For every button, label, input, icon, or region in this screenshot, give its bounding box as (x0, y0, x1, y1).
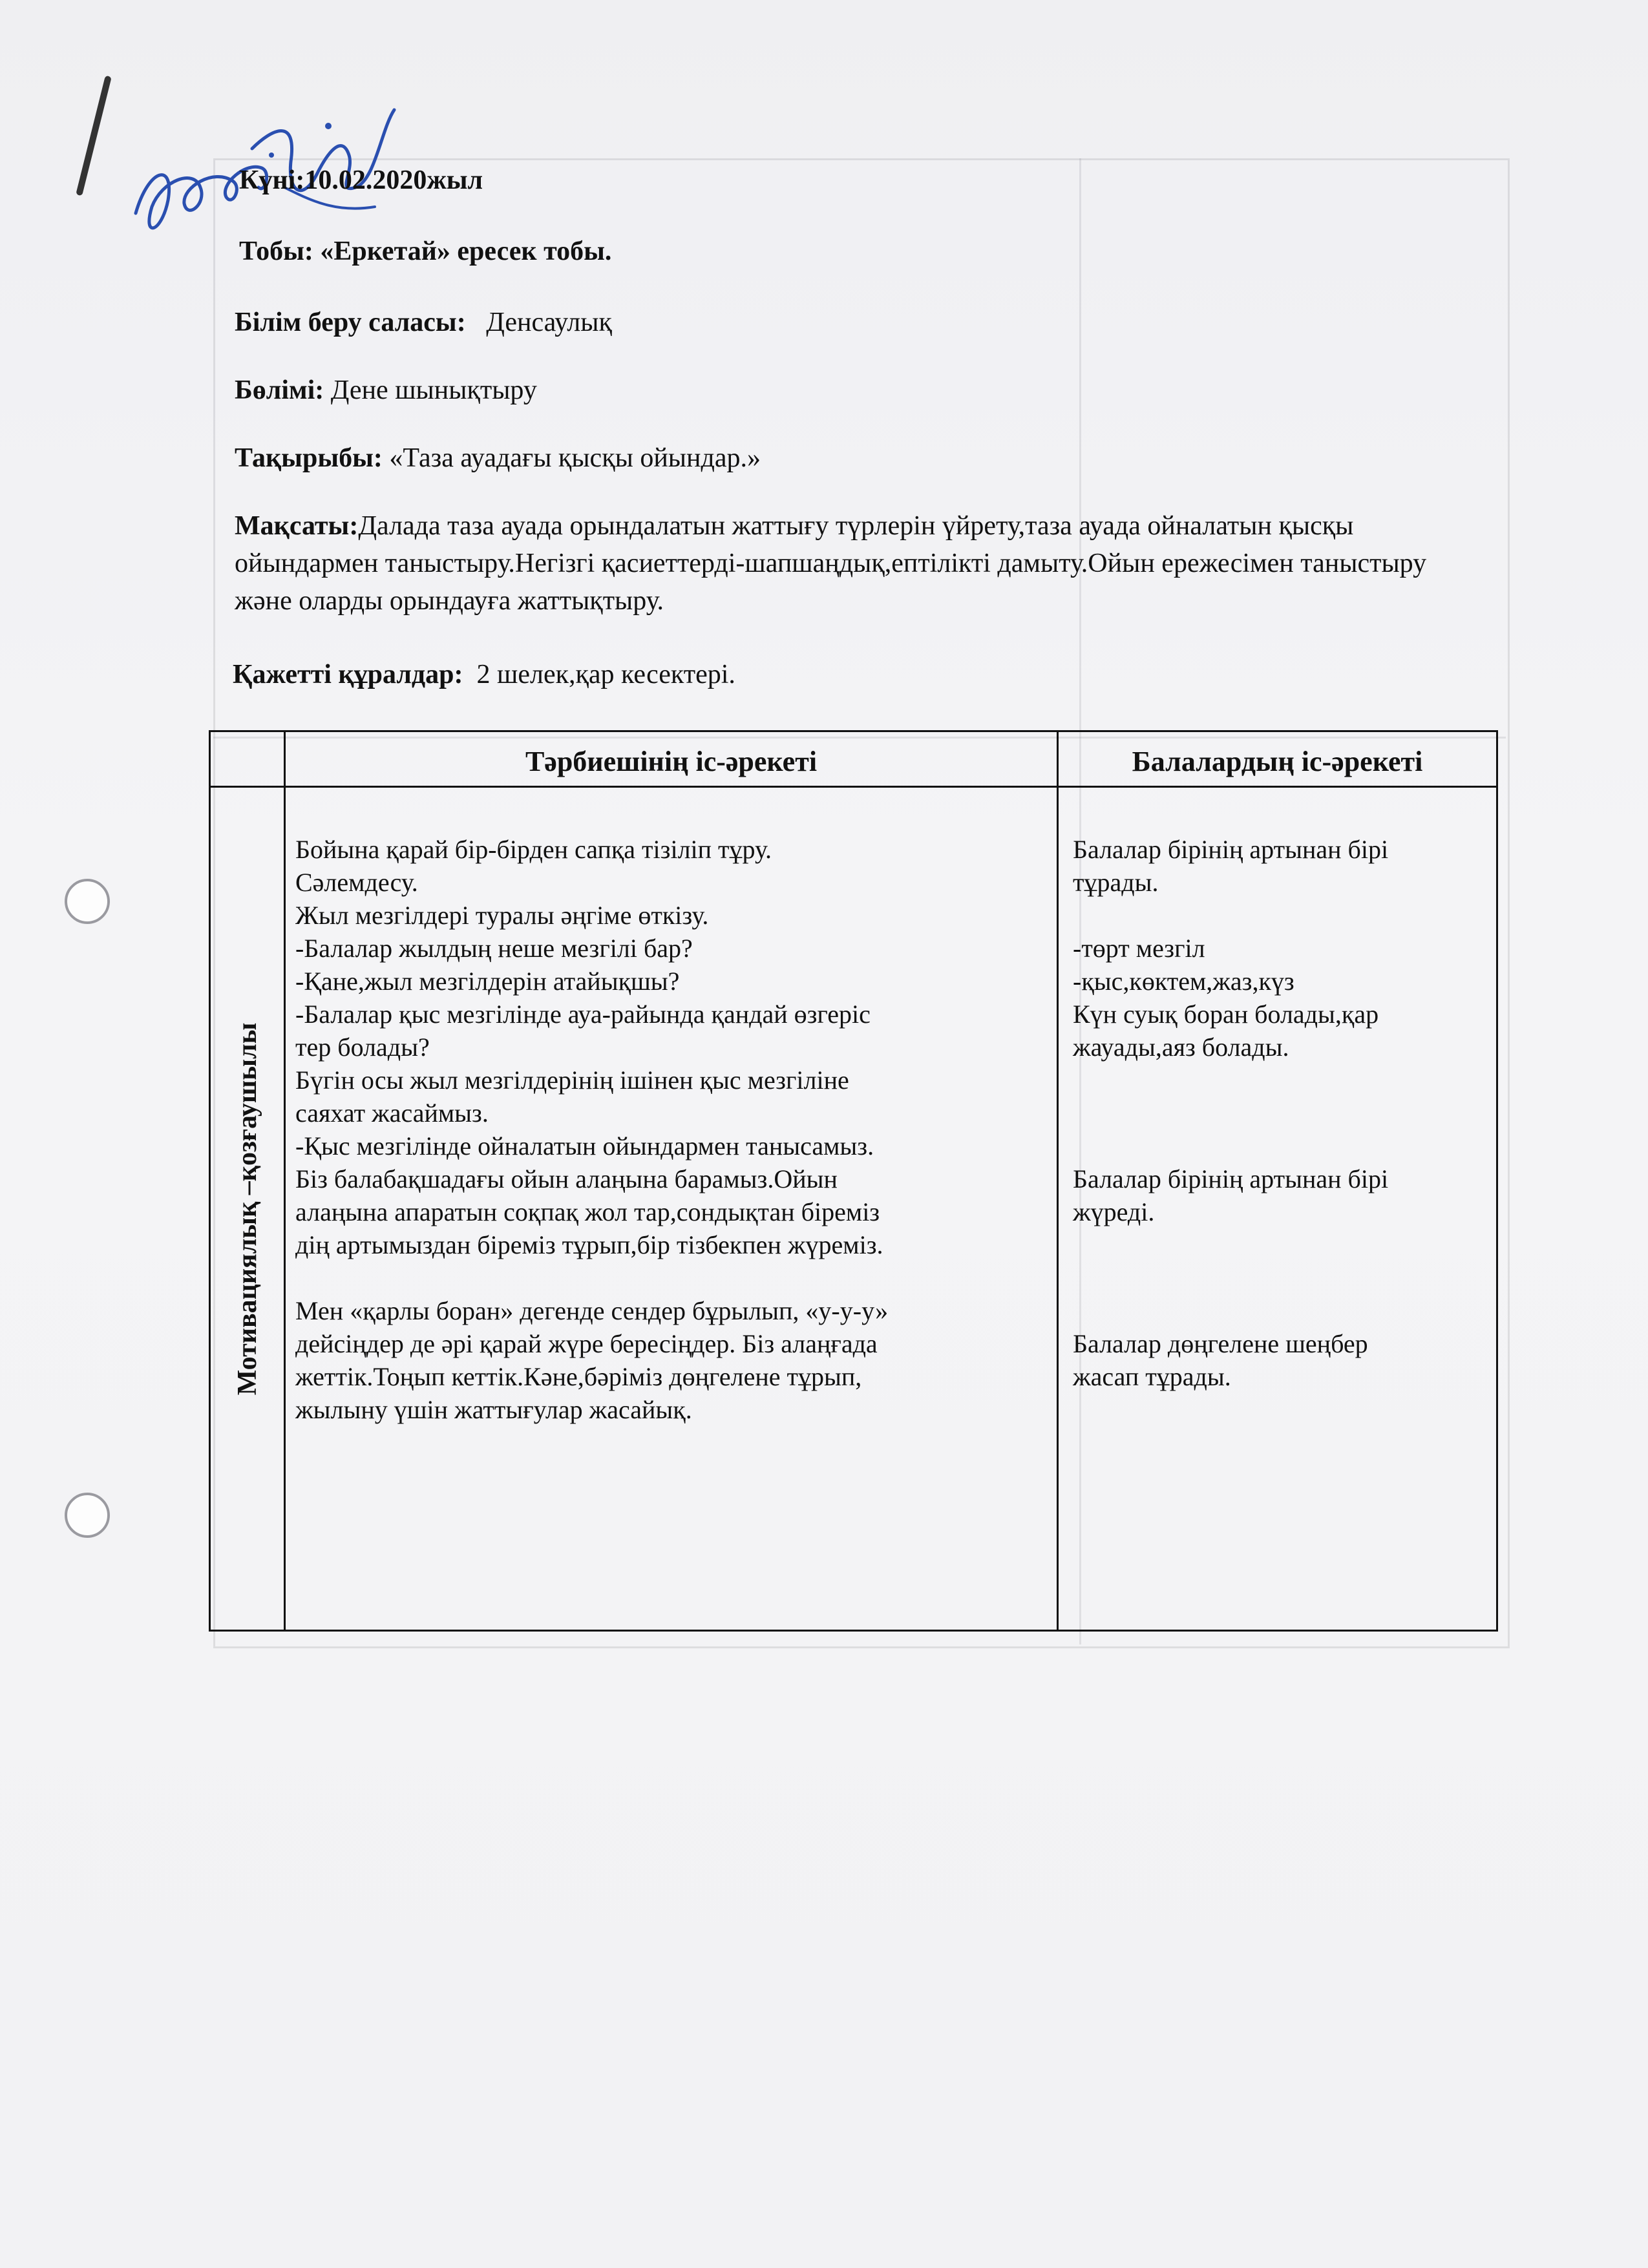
table-row (210, 787, 1497, 1631)
group-label: Тобы: (239, 236, 313, 266)
teacher-text: Бойына қарай бір-бірден сапқа тізіліп тұру. Сәлемдесу. Жыл мезгілдері туралы әңгіме өткізу. -Балалар жылдың неше мезгілі бар? -Қане,жыл мезгілдерін атайықшы? -Балалар қыс мезгілінде ауа-райында қандай өзгеріс тер болады? Бүгін осы жыл мезгілдерінің ішінен қыс мезгіліне саяхат жасаймыз. -Қыс мезгілінде ойналатын ойындармен танысамыз. Біз балабақшадағы ойын алаңына барамыз.Ойын алаңына апаратын соқпақ жол тар,сондықтан біреміз дің артымыздан біреміз тұрып,бір тізбекпен жүреміз. Мен «қарлы боран» дегенде сендер бұрылып, «у-у-у» дейсіңдер де әрі қарай жүре бересіңдер. Біз алаңғада жеттік.Тоңып кеттік.Кәне,бәріміз дөңгелене тұрып, жылыну үшін жаттығулар жасайық. (295, 835, 889, 1424)
children-text: Балалар бірінің артынан бірі тұрады. -төрт мезгіл -қыс,көктем,жаз,күз Күн суық боран болады,қар жауады,аяз болады. Балалар бірінің артынан бірі жүреді. Балалар дөңгелене шеңбер жасап тұрады. (1073, 835, 1389, 1391)
topic-value: «Таза ауадағы қысқы ойындар.» (389, 443, 761, 473)
group-value: «Еркетай» ересек тобы. (320, 236, 612, 266)
children-cell (1058, 787, 1497, 1631)
topic-label: Тақырыбы: (235, 443, 383, 473)
goal-label: Мақсаты: (235, 511, 359, 541)
header-empty-cell (210, 731, 285, 787)
stage-label: Мотивациялық –қозғаушылы (232, 1022, 262, 1395)
date-line (239, 165, 483, 196)
teacher-column-header: Тәрбиешінің іс-әрекеті (285, 731, 1058, 787)
punch-hole (65, 1493, 110, 1538)
date-label: Күні: (239, 165, 305, 195)
stage-cell (210, 787, 285, 1631)
section-label: Бөлімі: (235, 375, 324, 405)
teacher-cell (285, 787, 1058, 1631)
goal-paragraph (235, 507, 1488, 620)
punch-hole (65, 879, 110, 924)
tools-label: Қажетті құралдар: (233, 660, 463, 689)
children-column-header: Балалардың іс-әрекеті (1058, 731, 1497, 787)
lesson-table (209, 730, 1498, 1632)
date-value: 10.02.2020жыл (304, 165, 483, 195)
area-line (235, 307, 612, 338)
area-label: Білім беру саласы: (235, 308, 466, 337)
tools-line (233, 659, 735, 690)
area-value: Денсаулық (486, 308, 612, 337)
group-line (239, 236, 611, 267)
tools-value: 2 шелек,қар кесектері. (476, 660, 735, 689)
section-line (235, 375, 537, 406)
goal-value: Далада таза ауада орындалатын жаттығу түрлерін үйрету,таза ауада ойналатын қысқы ойындармен таныстыру.Негізгі қасиеттерді-шапшаңдық,ептілікті дамыту.Ойын ережесімен таныстыру және оларды орындауға жаттықтыру. (235, 511, 1427, 616)
topic-line (235, 443, 761, 474)
section-value: Дене шынықтыру (330, 375, 537, 405)
table-header-row (210, 731, 1497, 787)
